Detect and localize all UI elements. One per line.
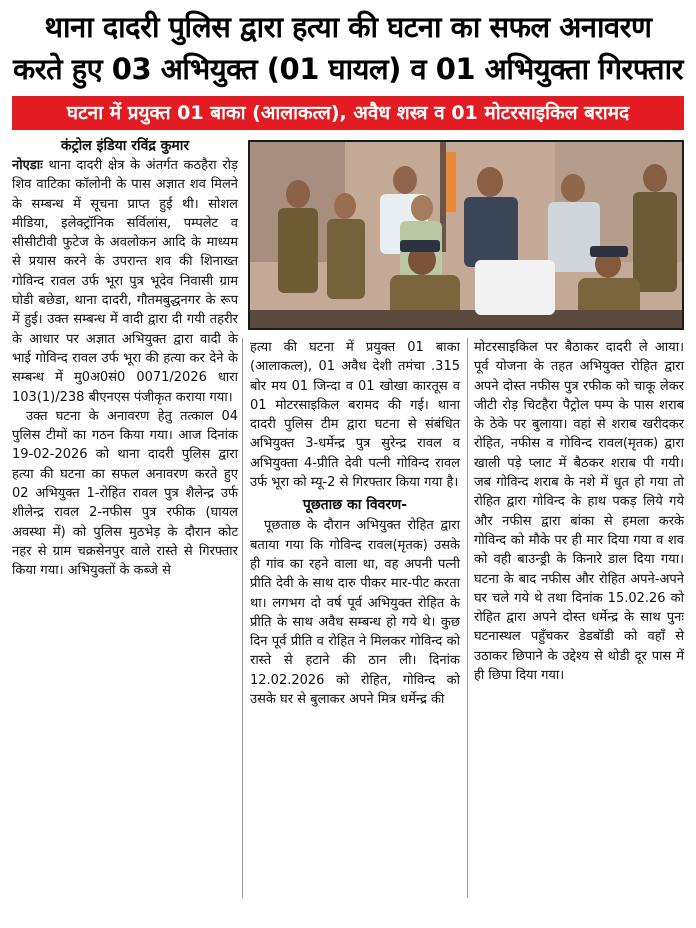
column-divider [467,338,468,898]
article-body [12,136,684,896]
article-column-middle [250,338,460,709]
dateline-place: नोएडाः [12,158,43,173]
column-divider [242,338,243,898]
article-column-right [474,338,684,685]
paragraph-text: थाना दादरी क्षेत्र के अंतर्गत कठहैरा रोड़ शिव वाटिका कॉलोनी के पास अज्ञात शव मिलने के सम्बन्ध में सूचना प्राप्त हुई थी। सोशल मीडिया, इलेक्ट्रॉनिक सर्विलांस, पम्पलेट व सीसीटीवी फुटेज के अवलोकन आदि के माध्यम से प्रयास करने के उपरान्त शव की शिनाख्त गोविन्द रावल उर्फ भूरा पुत्र भूदेव निवासी ग्राम घोडी बछेडा, थाना दादरी, गौतमबुद्धनगर के रूप में हुई। उक्त सम्बन्ध में वादी द्वारा दी गयी तहरीर के आधार पर अज्ञात अभियुक्त द्वारा वादी के भाई गोविन्द रावल उर्फ भूरा की हत्या कर देने के सम्बन्ध में मु0अ0सं0 0071/2026 धारा 103(1)/238 बीएनएस पंजीकृत कराया गया। [12,158,238,405]
press-conference-photo [248,140,684,330]
subheadline-banner: घटना में प्रयुक्त 01 बाका (आलाकत्ल), अवैध शस्त्र व 01 मोटरसाइकिल बरामद [12,96,684,130]
headline-line-2: करते हुए 03 अभियुक्त (01 घायल) व 01 अभियुक्ता गिरफ्तार [13,52,683,86]
headline-line-1: थाना दादरी पुलिस द्वारा हत्या की घटना का सफल अनावरण [44,10,652,44]
section-title: पूछताछ का विवरण- [302,497,408,514]
article-column-left [12,136,238,581]
article-paragraph: मोटरसाइकिल पर बैठाकर दादरी ले आया। पूर्व योजना के तहत अभियुक्त रोहित द्वारा अपने दोस्त नफीस पुत्र रफीक को चाकू लेकर जीटी रोड़ चिटहैरा पैट्रोल पम्प के पास शराब के ठेके पर बुलाया। वहां से शराब खरीदकर रोहित, नफीस व गोविन्द रावल(मृतक) द्वारा खाली पड़े प्लाट में बैठकर शराब पी गयी। जब गोविन्द शराब के नशे में धुत हो गया तो रोहित द्वारा गोविन्द के हाथ पकड़ लिये गये और नफीस द्वारा बांका से हमला करके गोविन्द को मौके पर ही मार दिया गया व शव को वही बाउन्ड्री के किनारे डाल दिया गया। घटना के बाद नफीस और रोहित अपने-अपने घर चले गये थे तथा दिनांक 15.02.26 को रोहित द्वारा अपने दोस्त धर्मेन्द्र के साथ पुनः घटनास्थल पहुँचकर डेडबॉडी को वहाँ से उठाकर छिपाने के उद्देश्य से थोडी दूर पास में ही छिपा दिया गया। [474,340,684,684]
article-paragraph: हत्या की घटना में प्रयुक्त 01 बाका (आलाकत्ल), 01 अवैध देशी तमंचा .315 बोर मय 01 जिन्दा व 01 खोखा कारतूस व 01 मोटरसाइकिल बरामद की गई। थाना दादरी पुलिस टीम द्वारा घटना से संबंधित अभियुक्त 3-धर्मेन्द्र पुत्र सुरेन्द्र रावल व अभियुक्ता 4-प्रीति देवी पत्नी गोविन्द रावल उर्फ भूरा को म्यू-2 से गिरफ्तार किया गया है। [250,340,460,491]
article-paragraph: पूछताछ के दौरान अभियुक्त रोहित द्वारा बताया गया कि गोविन्द रावल(मृतक) उसके ही गांव का रहने वाला था, वह अपनी पत्नी प्रीति देवी के साथ दारु पीकर मार-पीट करता था। लगभग दो वर्ष पूर्व अभियुक्त रोहित के प्रीति के साथ अवैध सम्बन्ध हो गये थे। कुछ दिन पूर्व प्रीति व रोहित ने मिलकर गोविन्द को रास्ते से हटाने की ठान ली। दिनांक 12.02.2026 को रोहित, गोविन्द को उसके घर से बुलाकर अपने मित्र धर्मेन्द्र की [250,518,460,708]
article-paragraph: उक्त घटना के अनावरण हेतु तत्काल 04 पुलिस टीमों का गठन किया गया। आज दिनांक 19-02-2026 को थाना दादरी पुलिस द्वारा हत्या की घटना का सफल अनावरण करते हुए 02 अभियुक्त 1-रोहित रावल पुत्र शैलेन्द्र उर्फ शीलेन्द्र रावल 2-नफीस पुत्र रफीक (घायल अवस्था में) को पुलिस मुठभेड़ के दौरान कोट नहर से ग्राम चक्रसेनपुर वाले रास्ते से गिरफ्तार किया गया। अभियुक्तों के कब्जे से [12,408,238,579]
byline: कंट्रोल इंडिया रविंद्र कुमार [60,138,190,154]
photo-illustration [250,142,682,328]
article-paragraph [12,156,238,407]
